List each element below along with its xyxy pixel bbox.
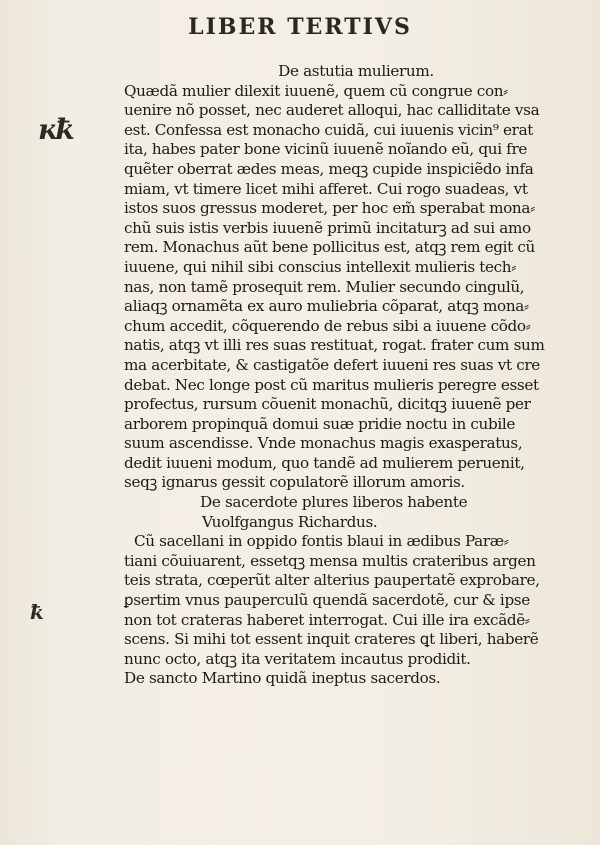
text-line: nas, non tamẽ prosequit rem. Mulier secundo cingulũ,	[124, 277, 525, 296]
text-line: aliaqꝫ ornamẽta ex auro muliebria cõparat, atqꝫ mona⸗	[124, 297, 529, 316]
margin-note: ĸꝁ	[38, 113, 73, 146]
text-line: suum ascendisse. Vnde monachus magis exasperatus,	[124, 434, 523, 453]
margin-note: ꝁ	[30, 600, 44, 624]
text-line: non tot crateras haberet interrogat. Cui ille ira excãdẽ⸗	[124, 610, 530, 629]
text-line: Quædã mulier dilexit iuuenẽ, quem cũ congrue con⸗	[124, 81, 508, 100]
text-line: quẽter oberrat ædes meas, meqꝫ cupide inspiciẽdo infa	[124, 159, 534, 178]
text-line: debat. Nec longe post cũ maritus mulieris peregre esset	[124, 375, 539, 394]
text-line: est. Confessa est monacho cuidã, cui iuuenis vicin⁹ erat	[124, 120, 534, 139]
text-line: chum accedit, cõquerendo de rebus sibi a iuuene cõdo⸗	[124, 316, 531, 335]
text-line: dedit iuueni modum, quo tandẽ ad mulierem peruenit,	[124, 453, 525, 472]
text-line: profectus, rursum cõuenit monachũ, dicitqꝫ iuuenẽ per	[124, 395, 531, 414]
section-heading: Vuolfgangus Richardus.	[202, 512, 378, 531]
text-line: rem. Monachus aũt bene pollicitus est, atqꝫ rem egit cũ	[124, 238, 535, 257]
text-line: ꝑsertim vnus pauperculũ quendã sacerdotẽ, cur & ipse	[124, 591, 530, 610]
text-block	[124, 62, 570, 689]
text-line: miam, vt timere licet mihi afferet. Cui rogo suadeas, vt	[124, 179, 528, 198]
text-line: ita, habes pater bone vicinũ iuuenẽ noĩando eũ, qui fre	[124, 140, 527, 159]
running-head: LIBER TERTIVS	[188, 14, 412, 40]
text-line: Cũ sacellani in oppido fontis blaui in ædibus Paræ⸗	[134, 532, 509, 551]
text-line: arborem propinquã domui suæ pridie noctu in cubile	[124, 414, 515, 433]
text-line: nunc octo, atqꝫ ita veritatem incautus prodidit.	[124, 649, 471, 668]
section-heading: De sacerdote plures liberos habente	[200, 493, 468, 512]
text-line: seqꝫ ignarus gessit copulatorẽ illorum amoris.	[124, 473, 465, 492]
text-line: natis, atqꝫ vt illi res suas restituat, rogat. frater cum sum	[124, 336, 545, 355]
text-line: De sancto Martino quidã ineptus sacerdos.	[124, 669, 441, 688]
text-line: iuuene, qui nihil sibi conscius intellexit mulieris tech⸗	[124, 257, 516, 276]
text-line: tiani cõuiuarent, essetqꝫ mensa multis crateribus argen	[124, 551, 536, 570]
text-line: chũ suis istis verbis iuuenẽ primũ incitaturꝫ ad sui amo	[124, 218, 531, 237]
text-line: uenire nõ posset, nec auderet alloqui, hac calliditate vsa	[124, 101, 540, 120]
text-line: istos suos gressus moderet, per hoc em̃ sperabat mona⸗	[124, 199, 535, 218]
text-line: ma acerbitate, & castigatõe defert iuueni res suas vt cre	[124, 355, 540, 374]
text-line: teis strata, cœperũt alter alterius paupertatẽ exprobare,	[124, 571, 540, 590]
text-line: scens. Si mihi tot essent inquit crateres ꝗt liberi, haberẽ	[124, 630, 539, 649]
section-heading: De astutia mulierum.	[278, 62, 434, 80]
